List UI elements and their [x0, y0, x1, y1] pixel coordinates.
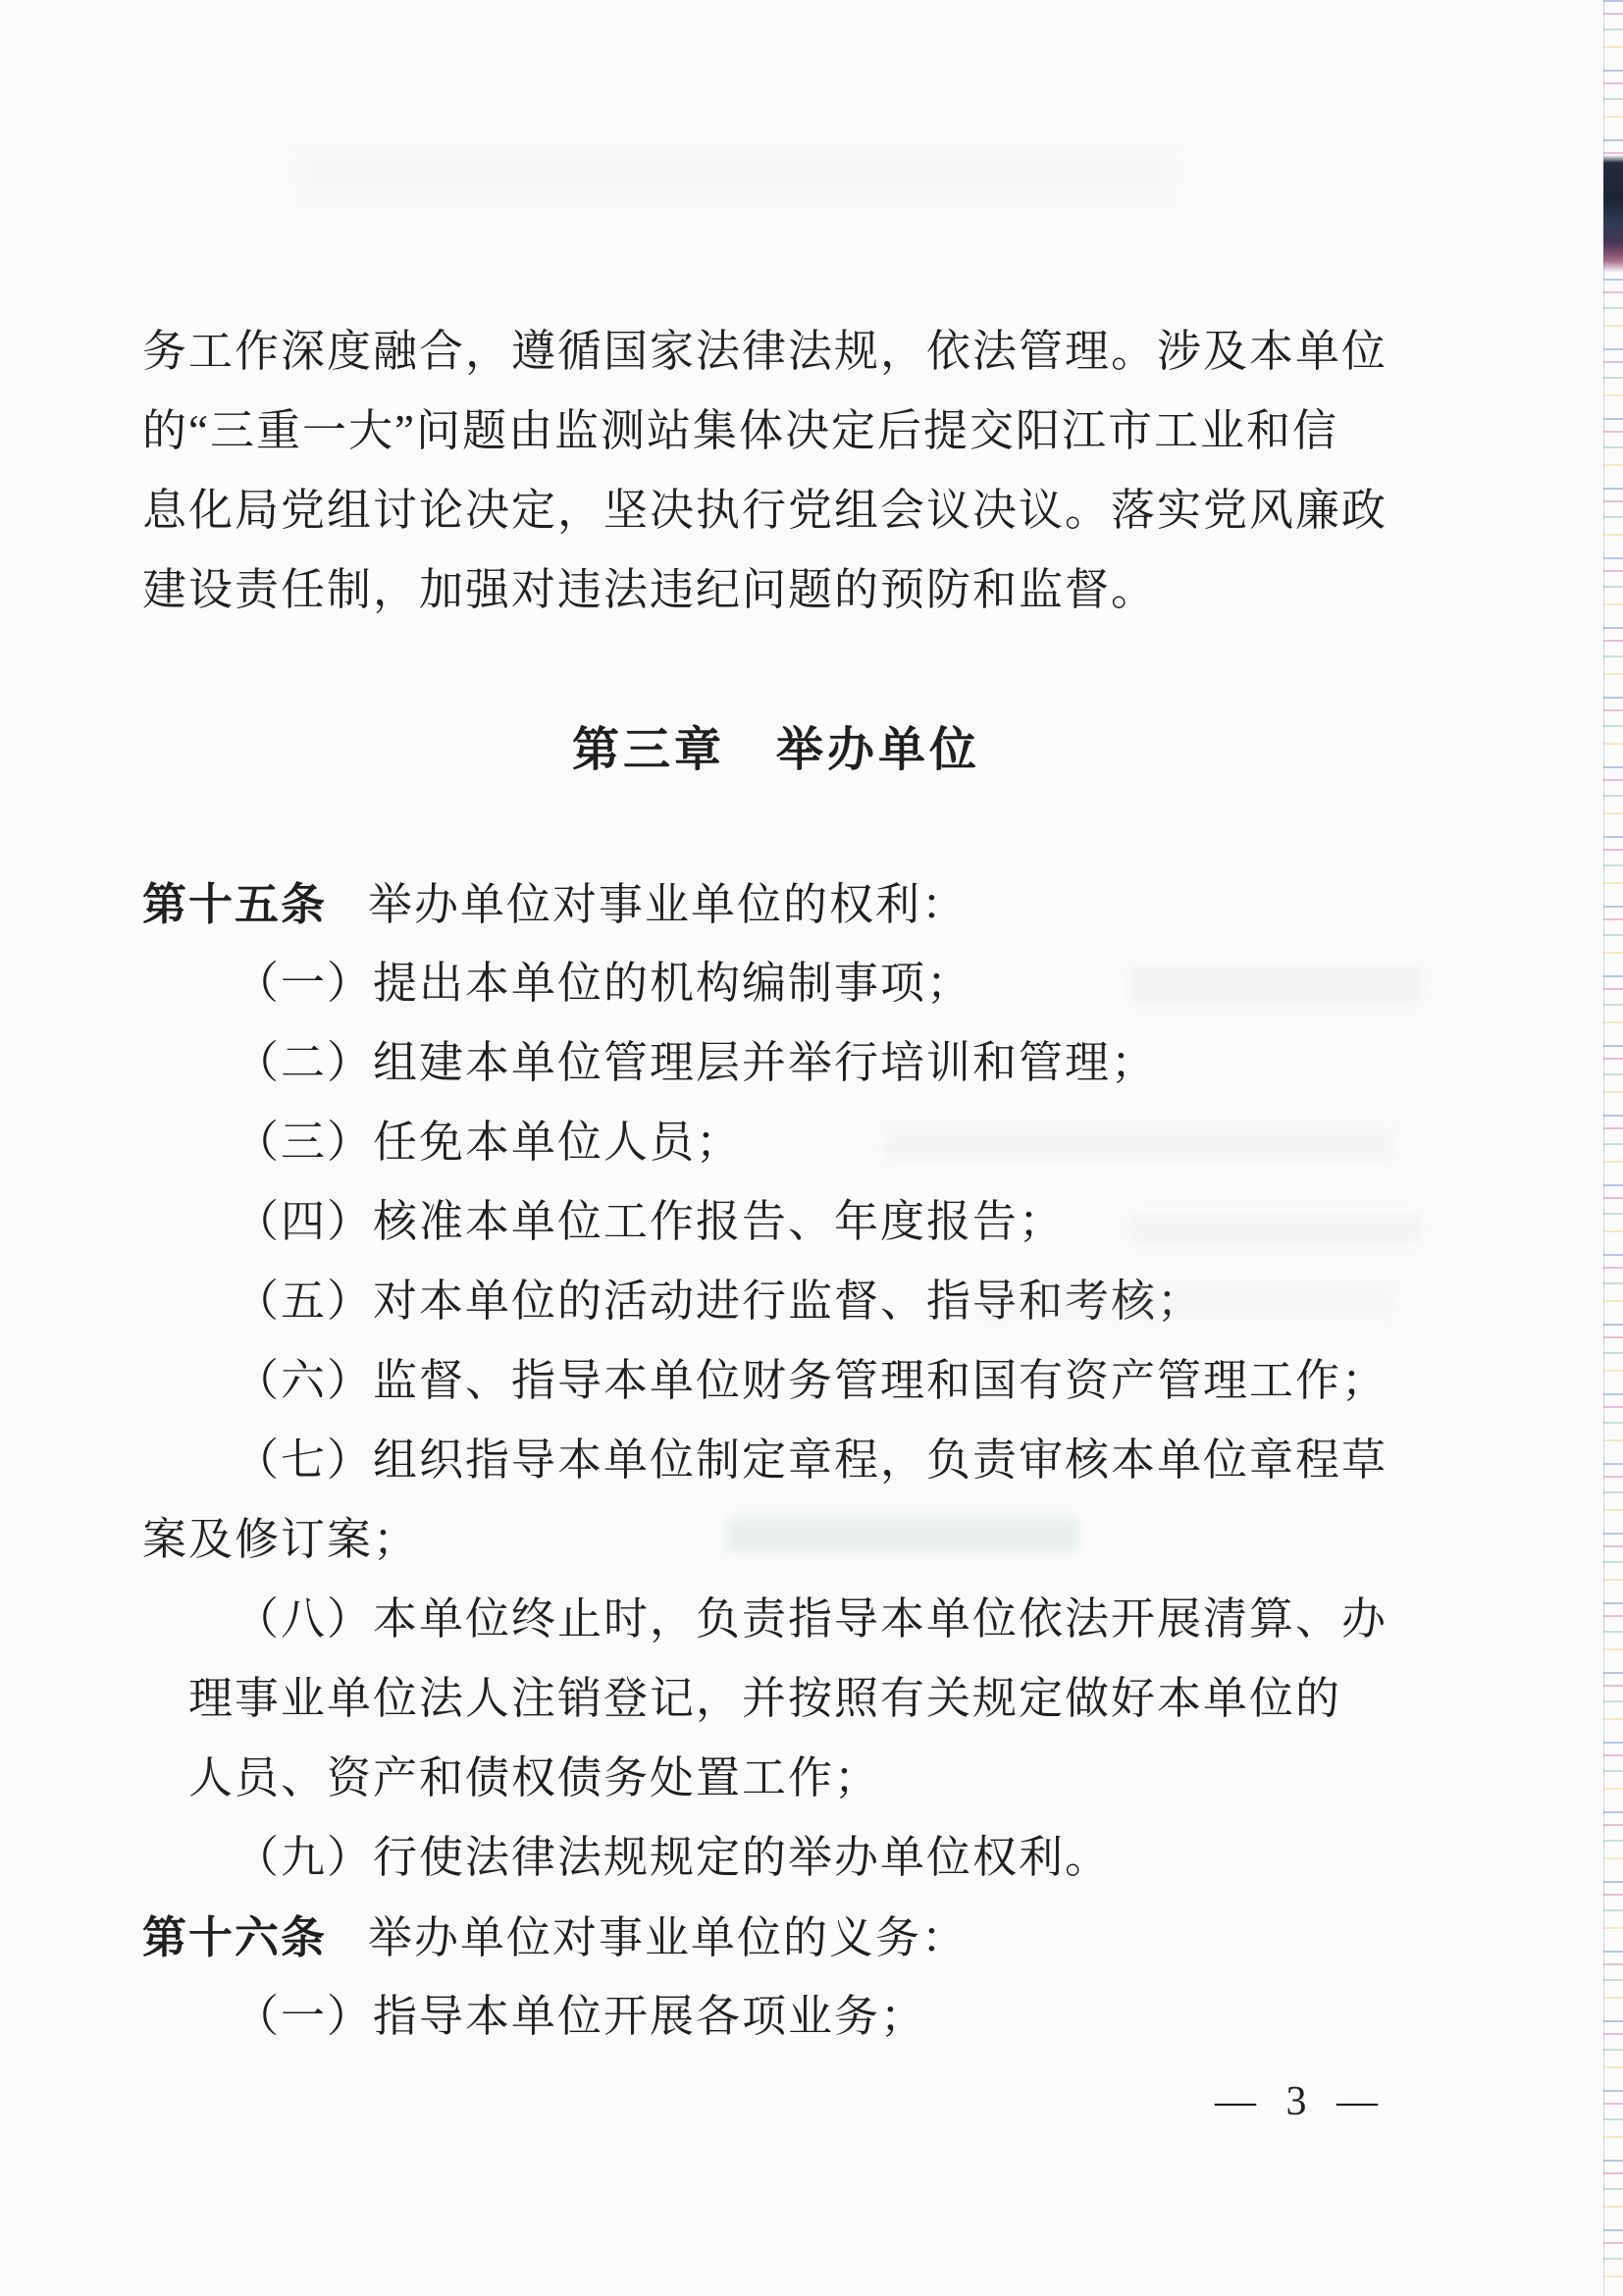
paragraph-line: 务工作深度融合，遵循国家法律法规，依法管理。涉及本单位 [142, 327, 1388, 376]
paragraph-continuation [142, 312, 1410, 630]
bleed-through-artifact [726, 1516, 1079, 1553]
article-16-heading [142, 1898, 1410, 1977]
article-15-item-line: （五）对本单位的活动进行监督、指导和考核； [235, 1277, 1204, 1326]
article-15-heading [142, 864, 1410, 944]
article-15-item-line: （二）组建本单位管理层并举行培训和管理； [235, 1038, 1158, 1087]
article-15-item-line: （一）提出本单位的机构编制事项； [235, 959, 973, 1008]
article-15-item-line: （四）核准本单位工作报告、年度报告； [235, 1197, 1066, 1246]
paragraph-line: 息化局党组讨论决定，坚决执行党组会议决议。落实党风廉政 [142, 486, 1388, 535]
vertical-spacer [142, 790, 1410, 864]
page-number: — 3 — [1215, 2079, 1387, 2124]
vertical-spacer [142, 630, 1410, 710]
scanner-noise-band-artifact [1603, 0, 1623, 2296]
article-15-items [142, 944, 1410, 1898]
article-15-item-line: （三）任免本单位人员； [235, 1118, 743, 1167]
bleed-through-artifact [1128, 1212, 1423, 1245]
article-15-item-line: 案及修订案； [142, 1515, 420, 1564]
chapter-heading: 第三章 举办单位 [571, 724, 980, 776]
bleed-through-artifact [1128, 966, 1423, 1006]
article-15-item-line: （六）监督、指导本单位财务管理和国有资产管理工作； [235, 1356, 1388, 1405]
paragraph-line: 建设责任制，加强对违法违纪问题的预防和监督。 [142, 565, 1158, 614]
article-15-item-line: （八）本单位终止时，负责指导本单位依法开展清算、办 [235, 1594, 1388, 1644]
article-16-label: 第十六条 [142, 1912, 328, 1962]
article-15-title: 举办单位对事业单位的权利： [368, 880, 969, 929]
document-body [142, 312, 1410, 2057]
bleed-through-artifact [883, 1128, 1393, 1164]
bleed-through-artifact [294, 147, 1178, 201]
article-15-item-line: （七）组织指导本单位制定章程，负责审核本单位章程草 [235, 1435, 1388, 1485]
article-16-item-line: （一）指导本单位开展各项业务； [235, 1992, 927, 2041]
article-15-item-line: （九）行使法律法规规定的举办单位权利。 [235, 1833, 1112, 1882]
article-15-item-line: 理事业单位法人注销登记，并按照有关规定做好本单位的 [188, 1674, 1342, 1723]
article-16-title: 举办单位对事业单位的义务： [368, 1913, 969, 1962]
bleed-through-artifact [981, 1285, 1393, 1319]
article-15-label: 第十五条 [142, 879, 328, 929]
article-15-item-line: 人员、资产和债权债务处置工作； [188, 1753, 881, 1802]
paragraph-line: 的“三重一大”问题由监测站集体决定后提交阳江市工业和信 [142, 406, 1338, 455]
article-16-items [142, 1977, 1410, 2057]
